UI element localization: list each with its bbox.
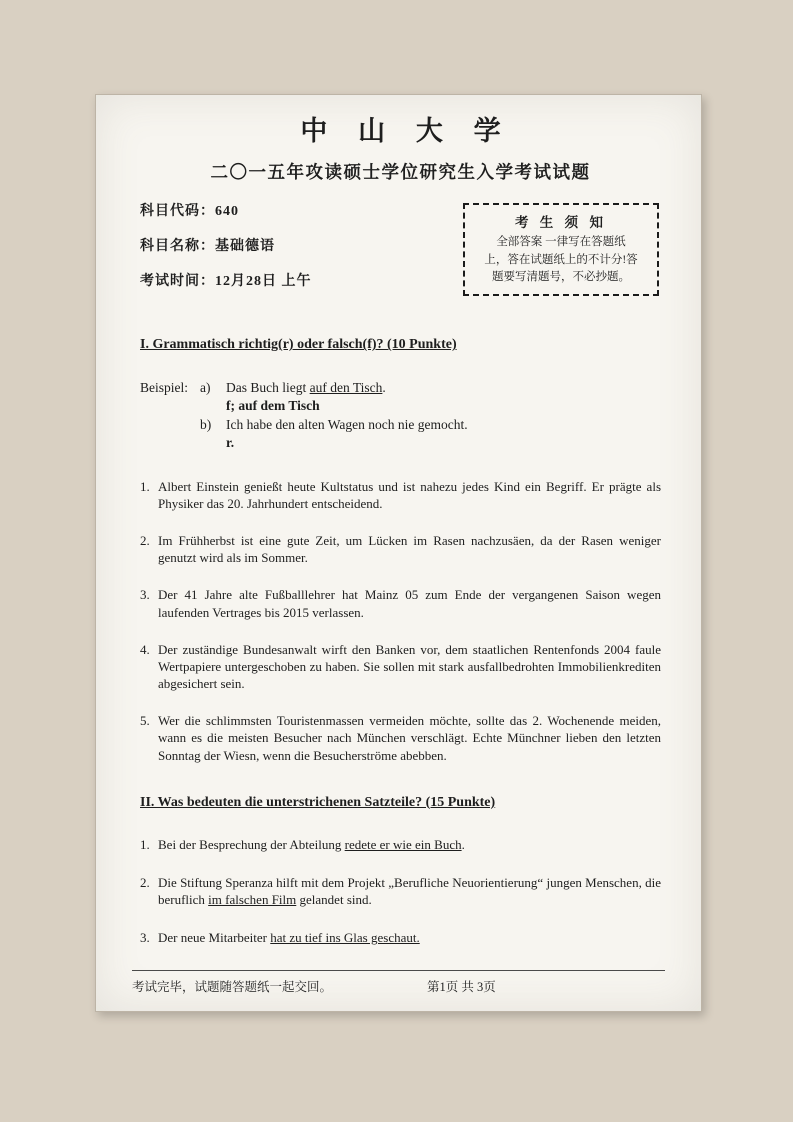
notice-box — [463, 203, 659, 296]
notice-line: 上，答在试题纸上的不计分!答 — [484, 253, 638, 266]
item-post: gelandet sind. — [296, 892, 372, 908]
beispiel-block — [140, 379, 661, 452]
item-number: 2. — [140, 533, 150, 549]
question-item — [140, 586, 661, 620]
item-number: 1. — [140, 836, 150, 852]
item-text: Wer die schlimmsten Touristenmassen vermeiden möchte, sollte das 2. Wochenende meiden, wann es die meisten Besucher nach München verschlägt. Echte Münchner lieben den letzten Sonntag der Wiesn, wenn die Besucherströme abebben. — [158, 713, 661, 763]
item-number: 3. — [140, 930, 150, 946]
footer-note: 考试完毕，试题随答题纸一起交回。 — [132, 980, 333, 994]
beispiel-b-answer: r. — [226, 435, 235, 451]
subject-code-value: 640 — [215, 204, 239, 220]
page-footer — [132, 970, 665, 995]
page-number: 第1页 共 3页 — [427, 980, 496, 994]
meta-section — [140, 205, 661, 310]
subject-code-row — [140, 205, 312, 219]
item-text: Albert Einstein genießt heute Kultstatus und ist nahezu jedes Kind ein Begriff. Er prägte als Physiker das 20. Jahrhundert entscheidend. — [158, 478, 661, 511]
item-text — [158, 836, 661, 853]
question-item — [140, 532, 661, 566]
spacer — [200, 434, 226, 452]
subject-name-value: 基础德语 — [215, 239, 275, 255]
exam-time-value: 12月28日 上午 — [215, 274, 312, 290]
beispiel-a-answer: f; auf dem Tisch — [226, 398, 320, 414]
item-text — [158, 929, 661, 946]
beispiel-label: Beispiel: — [140, 379, 188, 395]
subject-name-label: 科目名称： — [140, 239, 215, 255]
item-number: 3. — [140, 587, 150, 603]
section2-heading: II. Was bedeuten die unterstrichenen Satzteile? (15 Punkte) — [140, 794, 496, 810]
beispiel-b-marker: b) — [200, 416, 212, 432]
beispiel-b-text: Ich habe den alten Wagen noch nie gemocht. — [226, 416, 468, 432]
question-item — [140, 478, 661, 512]
question-item — [140, 836, 661, 853]
exam-time-row — [140, 275, 312, 289]
item-text — [158, 874, 661, 908]
item-underlined: im falschen Film — [208, 892, 297, 908]
spacer — [200, 397, 226, 415]
exam-paper — [95, 94, 702, 1012]
notice-line: 题要写清题号，不必抄题。 — [492, 270, 630, 283]
notice-title: 考 生 须 知 — [514, 215, 608, 231]
item-number: 2. — [140, 875, 150, 891]
spacer — [140, 434, 200, 452]
beispiel-a-underlined: auf den Tisch — [309, 379, 383, 395]
beispiel-a-text — [226, 379, 661, 397]
item-text: Im Frühherbst ist eine gute Zeit, um Lücken im Rasen nachzusäen, da der Rasen weniger genutzt wird als im Sommer. — [158, 533, 661, 566]
item-text: Der zuständige Bundesanwalt wirft den Banken vor, dem staatlichen Rentenfonds 2004 faule Wertpapiere untergeschoben zu haben. Sie sollen mit stark ausfallbedrohten Immobilienkrediten abgesichert sein. — [158, 641, 661, 692]
section1-items — [140, 478, 661, 764]
item-number: 1. — [140, 478, 150, 494]
notice-line: 全部答案 一律写在答题纸 — [496, 236, 626, 249]
item-number: 4. — [140, 641, 150, 657]
beispiel-a-pre: Das Buch liegt — [226, 379, 310, 395]
exam-title: 二〇一五年攻读硕士学位研究生入学考试试题 — [210, 161, 591, 182]
item-text: Der 41 Jahre alte Fußballlehrer hat Mainz 05 zum Ende der vergangenen Saison wegen laufenden Vertrages bis 2015 verlassen. — [158, 587, 661, 620]
section1-heading: I. Grammatisch richtig(r) oder falsch(f)? (10 Punkte) — [140, 337, 457, 353]
university-name: 中 山 大 学 — [300, 116, 513, 146]
beispiel-a-marker: a) — [200, 379, 211, 395]
item-post: . — [461, 836, 465, 852]
item-underlined: hat zu tief ins Glas geschaut. — [270, 930, 420, 946]
question-item — [140, 929, 661, 946]
subject-code-label: 科目代码： — [140, 204, 215, 220]
question-item — [140, 712, 661, 763]
meta-fields — [140, 205, 312, 310]
spacer — [140, 416, 200, 434]
item-underlined: redete er wie ein Buch — [344, 836, 462, 852]
section2-items — [140, 836, 661, 947]
item-number: 5. — [140, 713, 150, 729]
beispiel-a-post: . — [382, 379, 386, 395]
item-pre: Bei der Besprechung der Abteilung — [158, 836, 345, 852]
item-pre: Der neue Mitarbeiter — [158, 930, 271, 946]
subject-name-row — [140, 240, 312, 254]
question-item — [140, 874, 661, 908]
question-item — [140, 641, 661, 692]
exam-time-label: 考试时间： — [140, 274, 215, 290]
spacer — [140, 397, 200, 415]
item-pre: Die Stiftung Speranza hilft mit dem Projekt „Berufliche Neuorientierung“ jungen Menschen, die beruflich — [158, 875, 661, 908]
